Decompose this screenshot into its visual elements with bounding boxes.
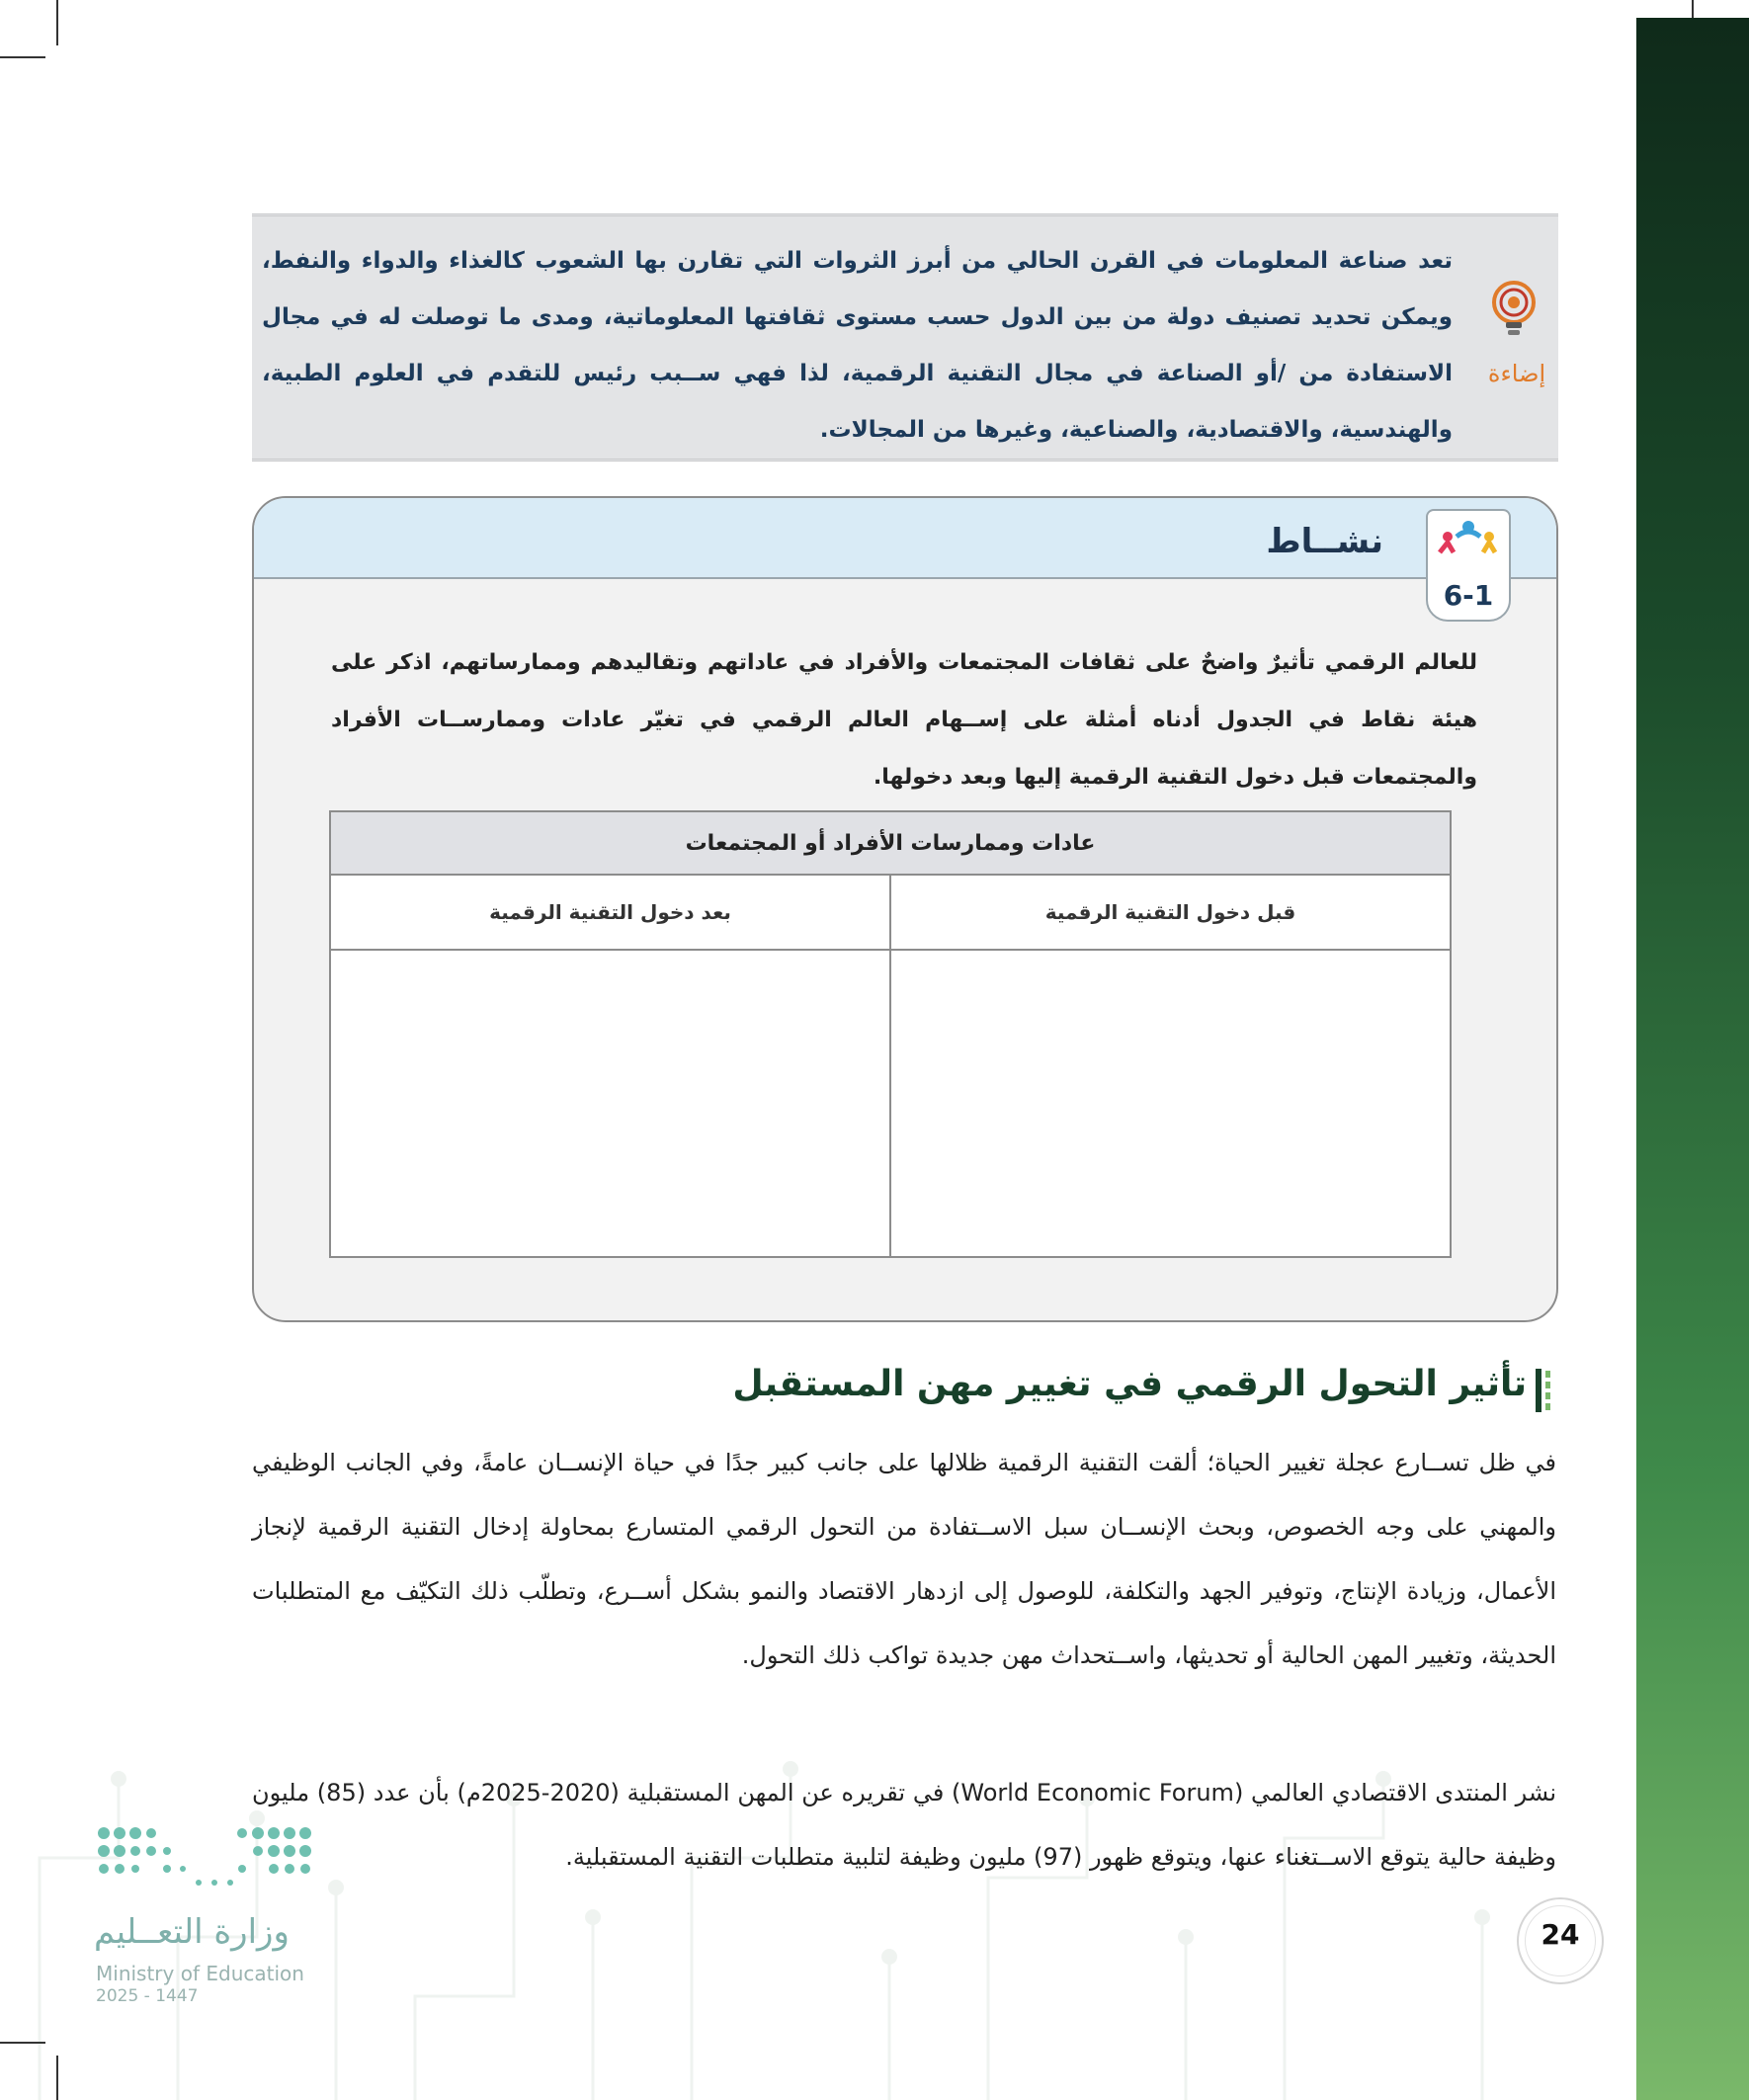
- activity-title: نشــاط: [1266, 522, 1383, 561]
- column-after-header: بعد دخول التقنية الرقمية: [330, 875, 890, 950]
- crop-mark: [56, 0, 58, 45]
- section-paragraph-2: نشر المنتدى الاقتصادي العالمي (World Economic Forum) في تقريره عن المهن المستقبلية (2020-2025م) بأن عدد (85) مليون وظيفة حالية يتوقع الاســتغناء عنها، ويتوقع ظهور (97) مليون وظيفة لتلبية متطلبات التقنية المستقبلية.: [252, 1779, 1557, 1871]
- ministry-logo-icon: [94, 1823, 321, 1902]
- table-header: عادات وممارسات الأفراد أو المجتمعات: [330, 811, 1451, 875]
- people-icon: [1430, 517, 1507, 566]
- habits-table: [329, 810, 1452, 1258]
- activity-instructions: للعالم الرقمي تأثيرٌ واضحٌ على ثقافات المجتمعات والأفراد في عاداتهم وتقاليدهم وممارساتهم، اذكر على هيئة نقاط في الجدول أدناه أمثلة على إســهام العالم الرقمي في تغيّر عادات وممارســات الأفراد والمجتمعات قبل دخول التقنية الرقمية إليها وبعد دخولها.: [331, 650, 1477, 790]
- info-text: تعد صناعة المعلومات في القرن الحالي من أبرز الثروات التي تقارن بها الشعوب كالغذاء والدواء والنفط، ويمكن تحديد تصنيف دولة من بين الدول حسب مستوى ثقافتها المعلوماتية، ومدى ما توصلت له في مجال الاستفادة من /أو الصناعة في مجال التقنية الرقمية، لذا فهي ســبب رئيس للتقدم في العلوم الطبية، والهندسية، والاقتصادية، والصناعية، وغيرها من المجالات.: [262, 248, 1453, 443]
- crop-mark: [0, 56, 45, 58]
- ministry-name-arabic: وزارة التعــليم: [94, 1912, 290, 1952]
- edition-year: 2025 - 1447: [96, 1986, 199, 2006]
- section-paragraph-1: في ظل تســارع عجلة تغيير الحياة؛ ألقت التقنية الرقمية ظلالها على جانب كبير جدًا في حياة الإنســان عامةً، وفي الجانب الوظيفي والمهني على وجه الخصوص، وبحث الإنســان سبل الاســتفادة من التحول الرقمي المتسارع بمحاولة إدخال التقنية الرقمية لإنجاز الأعمال، وزيادة الإنتاج، وتوفير الجهد والتكلفة، للوصول إلى ازدهار الاقتصاد والنمو بشكل أســرع، وتطلّب ذلك التكيّف مع المتطلبات الحديثة، وتغيير المهن الحالية أو تحديثها، واســتحداث مهن جديدة تواكب ذلك التحول.: [252, 1449, 1556, 1669]
- section-marker-icon: [1536, 1369, 1561, 1412]
- page-number: 24: [1541, 1918, 1580, 1951]
- ministry-name-english: Ministry of Education: [96, 1962, 304, 1985]
- info-label: إضاءة: [1487, 360, 1546, 387]
- answer-cell-after[interactable]: [330, 950, 890, 1257]
- section-title: تأثير التحول الرقمي في تغيير مهن المستقبل: [732, 1364, 1527, 1404]
- answer-cell-before[interactable]: [890, 950, 1451, 1257]
- column-before-header: قبل دخول التقنية الرقمية: [890, 875, 1451, 950]
- activity-number: 6-1: [1443, 579, 1494, 612]
- lightbulb-icon: [1482, 277, 1545, 340]
- side-color-band: [1636, 18, 1749, 2100]
